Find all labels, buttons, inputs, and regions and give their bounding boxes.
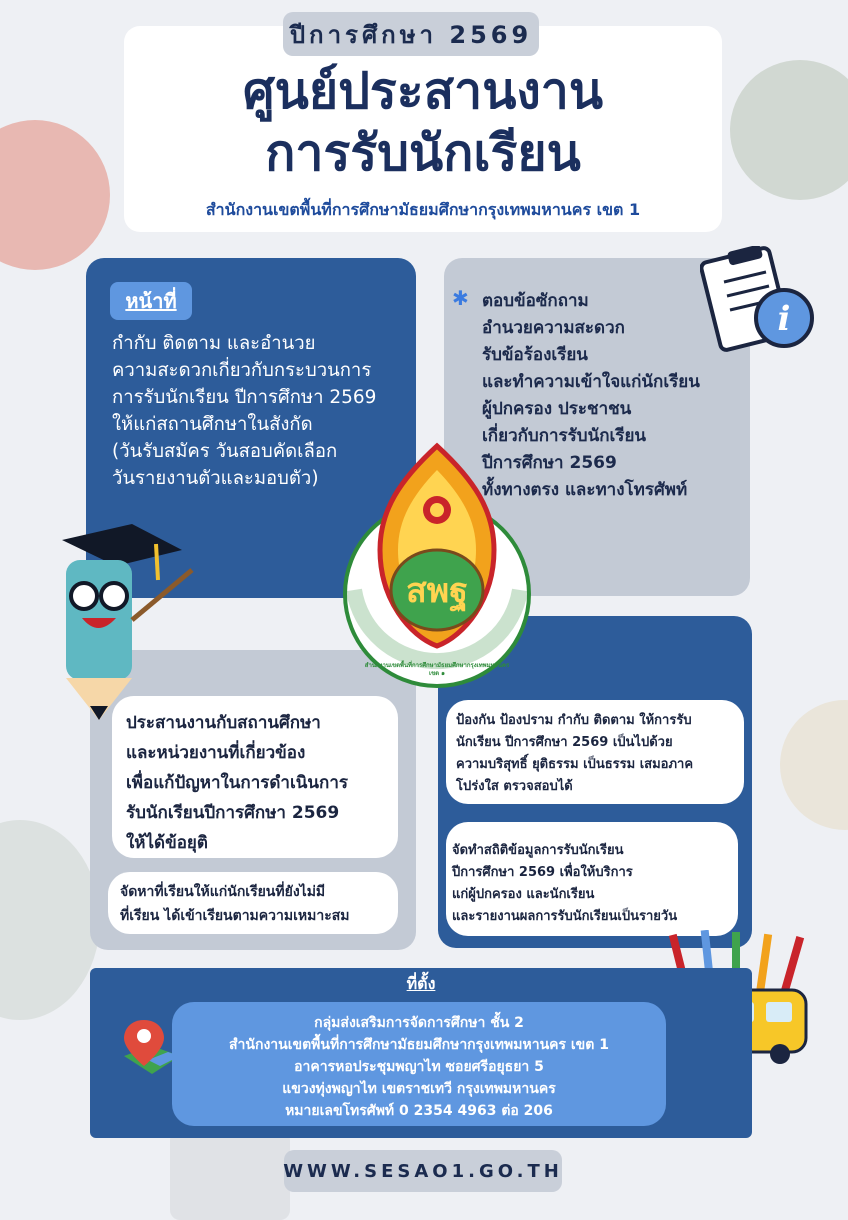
calculator-decoration: [170, 1130, 290, 1220]
globe-decoration: [0, 820, 100, 1020]
website-link[interactable]: WWW.SESAO1.GO.TH: [284, 1150, 562, 1192]
phone-line: หมายเลขโทรศัพท์ 0 2354 4963 ต่อ 206: [285, 1103, 553, 1119]
duty-text: กำกับ ติดตาม และอำนวย ความสะดวกเกี่ยวกับกระบวนการ การรับนักเรียน ปีการศึกษา 2569 ให้แก่สถานศึกษาในสังกัด (วันรับสมัคร วันสอบคัดเลือก วันรายงานตัวและมอบตัว): [112, 333, 377, 489]
office-subtitle: สำนักงานเขตพื้นที่การศึกษามัธยมศึกษากรุงเทพมหานคร เขต 1: [205, 200, 641, 219]
address-line: สำนักงานเขตพื้นที่การศึกษามัธยมศึกษากรุงเทพมหานคร เขต 1: [229, 1037, 609, 1053]
address-line: กลุ่มส่งเสริมการจัดการศึกษา ชั้น 2: [314, 1015, 524, 1031]
lamp-decoration: [730, 60, 848, 200]
address-line: อาคารหอประชุมพญาไท ซอยศรีอยุธยา 5: [294, 1059, 544, 1075]
duty-tag: หน้าที่: [110, 282, 192, 320]
placement-card: จัดหาที่เรียนให้แก่นักเรียนที่ยังไม่มี ที่เรียน ได้เข้าเรียนตามความเหมาะสม: [108, 872, 398, 934]
coordinate-card: ประสานงานกับสถานศึกษา และหน่วยงานที่เกี่ยวข้อง เพื่อแก้ปัญหาในการดำเนินการ รับนักเรียนปีการศึกษา 2569 ให้ได้ข้อยุติ: [112, 696, 398, 858]
address-card: [172, 1002, 666, 1126]
svg-text:สพฐ: สพฐ: [406, 571, 468, 611]
asterisk-icon: ✱: [452, 286, 469, 310]
emblem-caption: สำนักงานเขตพื้นที่การศึกษามัธยมศึกษากรุงเทพมหานคร เขต ๑: [364, 662, 510, 677]
apple-decoration: [0, 120, 110, 270]
academic-year-pill: ปีการศึกษา 2569: [283, 12, 539, 56]
office-emblem: [324, 440, 550, 692]
title-line-1: ศูนย์ประสานงาน: [242, 62, 604, 120]
clipboard-info-icon: [700, 246, 830, 360]
prevention-card: ป้องกัน ป้องปราม กำกับ ติดตาม ให้การรับ นักเรียน ปีการศึกษา 2569 เป็นไปด้วย ความบริสุทธิ์ ยุติธรรม เป็นธรรม เสมอภาค โปร่งใส ตรวจสอบได้: [446, 700, 744, 804]
address-line: แขวงทุ่งพญาไท เขตราชเทวี กรุงเทพมหานคร: [282, 1081, 556, 1097]
page-title: [124, 60, 722, 184]
services-text: ตอบข้อซักถาม อำนวยความสะดวก รับข้อร้องเรียน และทำความเข้าใจแก่นักเรียน ผู้ปกครอง ประชาชน เกี่ยวกับการรับนักเรียน ปีการศึกษา 2569 ทั้งทางตรง และทางโทรศัพท์: [482, 291, 700, 500]
ball-decoration: [780, 700, 848, 830]
title-line-2: การรับนักเรียน: [265, 124, 581, 182]
statistics-card: จัดทำสถิติข้อมูลการรับนักเรียน ปีการศึกษา 2569 เพื่อให้บริการ แก่ผู้ปกครอง และนักเรียน และรายงานผลการรับนักเรียนเป็นรายวัน: [446, 822, 738, 936]
svg-text:i: i: [777, 299, 791, 339]
location-title: ที่ตั้ง: [406, 974, 436, 993]
pencil-mascot-illustration: [32, 510, 202, 734]
